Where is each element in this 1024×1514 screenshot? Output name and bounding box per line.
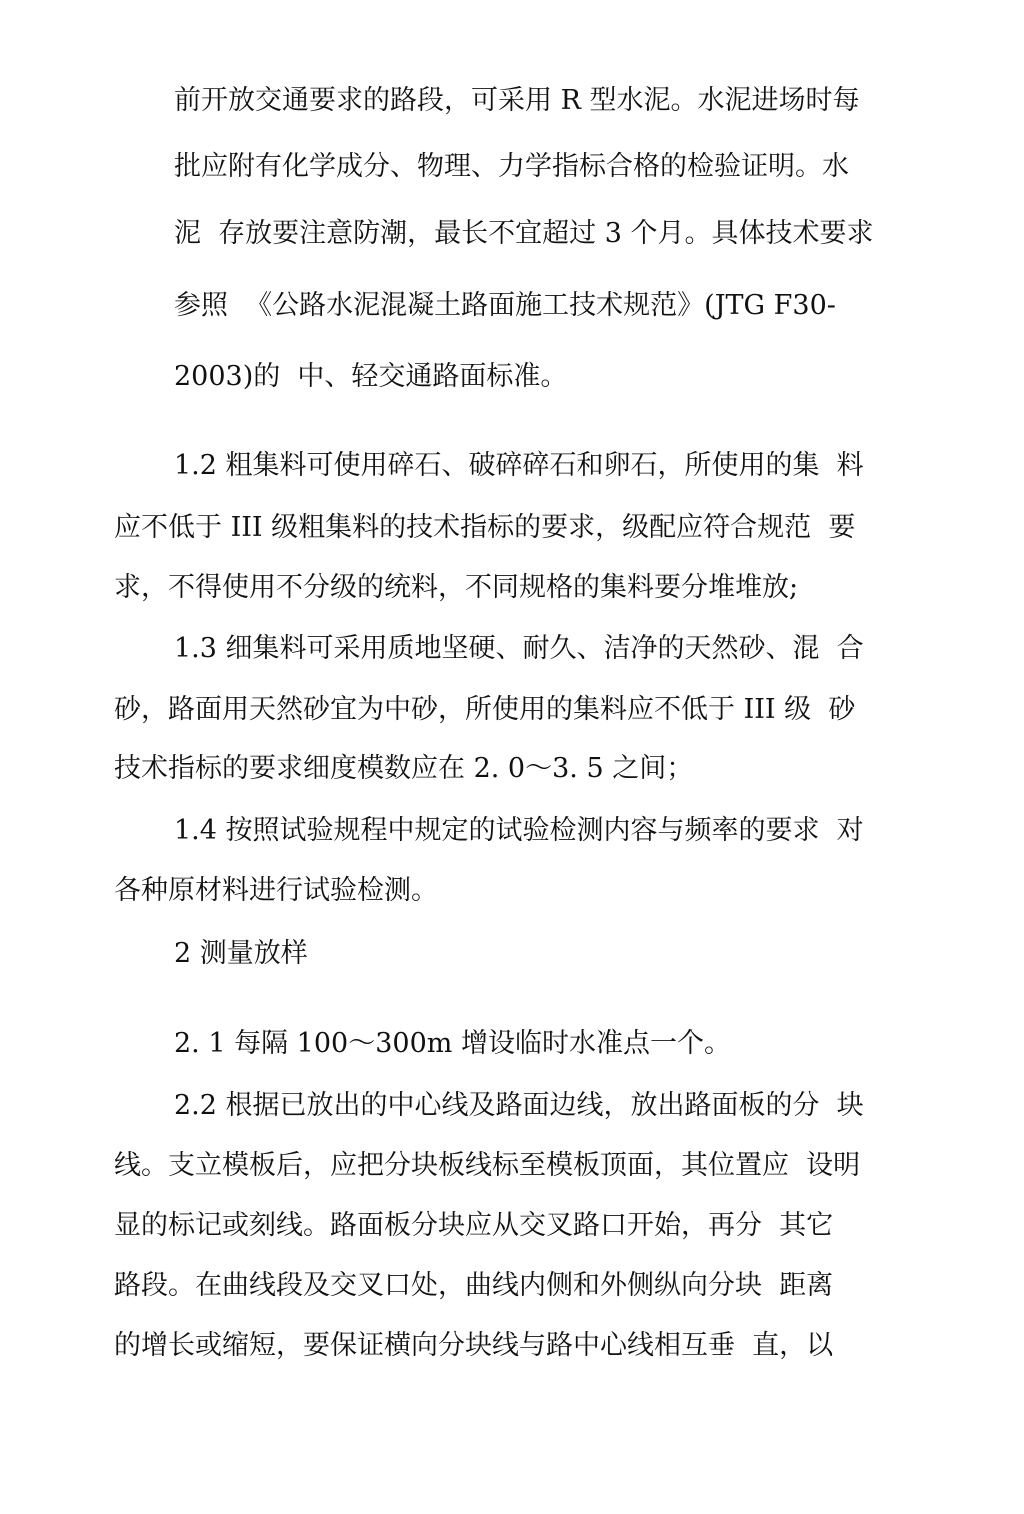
text-line: 的增长或缩短，要保证横向分块线与路中心线相互垂 直，以 bbox=[114, 1330, 834, 1361]
section-heading: 2 测量放样 bbox=[174, 938, 308, 969]
text-line: 前开放交通要求的路段，可采用 R 型水泥。水泥进场时每 bbox=[174, 85, 860, 116]
text-line: 线。支立模板后，应把分块板线标至模板顶面，其位置应 设明 bbox=[114, 1150, 861, 1181]
text-line: 1.3 细集料可采用质地坚硬、耐久、洁净的天然砂、混 合 bbox=[174, 633, 864, 664]
text-line: 参照 《公路水泥混凝土路面施工技术规范》(JTG F30- bbox=[174, 290, 836, 321]
text-line: 2003)的 中、轻交通路面标准。 bbox=[174, 361, 568, 392]
text-line: 泥 存放要注意防潮，最长不宜超过 3 个月。具体技术要求 bbox=[174, 218, 874, 249]
text-line: 技术指标的要求细度模数应在 2. 0～3. 5 之间； bbox=[114, 753, 694, 784]
text-line: 各种原材料进行试验检测。 bbox=[114, 875, 438, 906]
text-line: 1.2 粗集料可使用碎石、破碎碎石和卵石，所使用的集 料 bbox=[174, 450, 864, 481]
text-line: 砂，路面用天然砂宜为中砂，所使用的集料应不低于 III 级 砂 bbox=[114, 694, 856, 725]
text-line: 批应附有化学成分、物理、力学指标合格的检验证明。水 bbox=[174, 151, 849, 182]
text-line: 2. 1 每隔 100～300m 增设临时水准点一个。 bbox=[174, 1028, 731, 1059]
text-line: 应不低于 III 级粗集料的技术指标的要求，级配应符合规范 要 bbox=[114, 512, 856, 543]
text-line: 路段。在曲线段及交叉口处，曲线内侧和外侧纵向分块 距离 bbox=[114, 1270, 834, 1301]
text-line: 求，不得使用不分级的统料，不同规格的集料要分堆堆放; bbox=[114, 572, 799, 603]
text-line: 2.2 根据已放出的中心线及路面边线，放出路面板的分 块 bbox=[174, 1090, 864, 1121]
text-line: 显的标记或刻线。路面板分块应从交叉路口开始，再分 其它 bbox=[114, 1210, 834, 1241]
text-line: 1.4 按照试验规程中规定的试验检测内容与频率的要求 对 bbox=[174, 815, 864, 846]
